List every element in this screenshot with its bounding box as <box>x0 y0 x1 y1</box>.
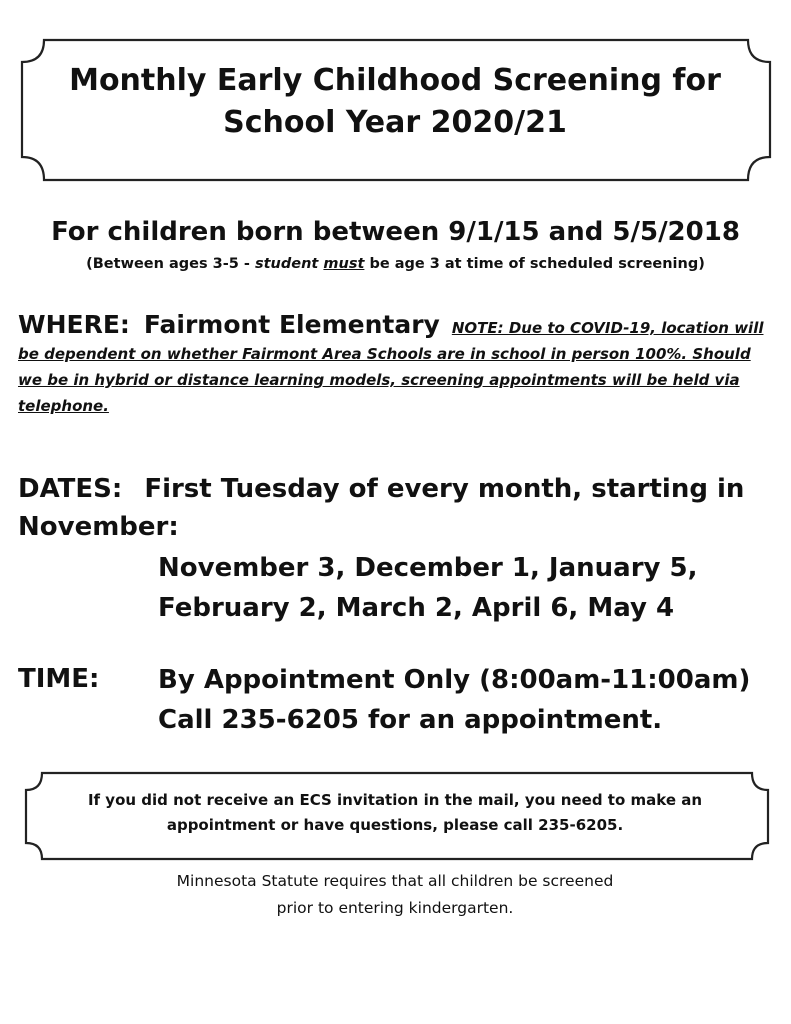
dates-description: First Tuesday of every month, starting in November: <box>18 474 745 542</box>
page-title <box>60 60 730 144</box>
birth-range: For children born between 9/1/15 and 5/5/2018 <box>51 217 740 247</box>
dates-label: DATES: <box>18 474 123 504</box>
dates-heading <box>18 470 778 546</box>
ages-must: must <box>323 256 365 272</box>
statute-note <box>100 868 690 922</box>
where-location: Fairmont Elementary <box>143 310 440 339</box>
statute-line-2: prior to entering kindergarten. <box>276 899 514 917</box>
time-label: TIME: <box>18 664 100 694</box>
title-line-2: School Year 2020/21 <box>223 105 567 140</box>
dates-line-1: November 3, December 1, January 5, <box>158 553 698 583</box>
ages-text-1: (Between ages 3-5 - <box>86 256 255 272</box>
title-line-1: Monthly Early Childhood Screening for <box>69 63 721 98</box>
ages-text-2: student <box>255 256 324 272</box>
covid-note: NOTE: Due to COVID-19, location will be dependent on whether Fairmont Area Schools are in school in person 100%. Should we be in hybrid or distance learning models, screening appointments will be held via telephone. <box>18 319 764 415</box>
info-box-text: If you did not receive an ECS invitation in the mail, you need to make an appointment or have questions, please call 235-6205. <box>87 791 703 834</box>
dates-line-2: February 2, March 2, April 6, May 4 <box>158 593 675 623</box>
time-line-2: Call 235-6205 for an appointment. <box>158 705 663 735</box>
where-label: WHERE: <box>18 310 130 339</box>
ages-text-4: be age 3 at time of scheduled screening) <box>364 256 705 272</box>
time-line-1: By Appointment Only (8:00am-11:00am) <box>158 665 751 695</box>
statute-line-1: Minnesota Statute requires that all children be screened <box>176 872 614 890</box>
age-requirement <box>0 256 791 272</box>
dates-list <box>158 548 758 628</box>
time-details <box>158 660 778 740</box>
where-section <box>18 312 773 419</box>
